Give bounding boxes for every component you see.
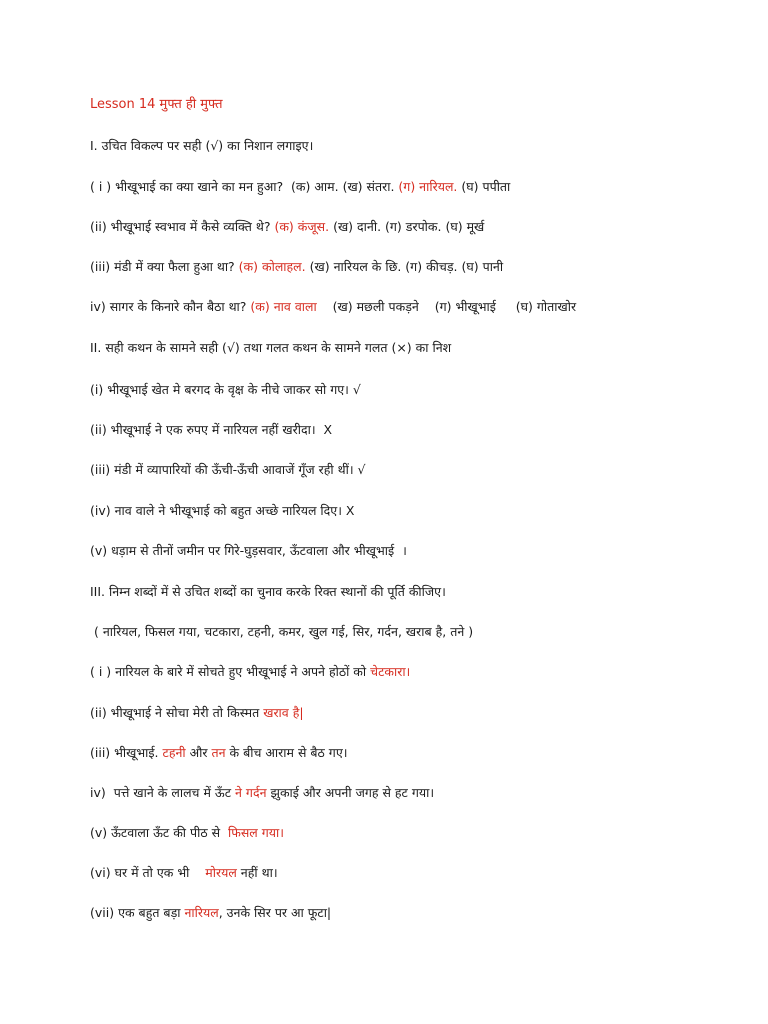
text-segment: (ii) भीखूभाई ने सोचा मेरी तो किस्मत [90,705,264,720]
answer-highlight: टहनी [162,745,186,760]
section-3-heading [90,583,750,601]
q3-item-5 [90,824,750,842]
q3-item-2 [90,704,750,722]
section-2-heading [90,339,750,357]
text-segment: (vi) घर में तो एक भी [90,865,206,880]
answer-highlight: (ग) नारियल. [398,179,458,194]
text-segment: (ख) नारियल के छि. (ग) कीचड़. (घ) पानी [305,259,504,274]
text-segment: (v) ऊँटवाला ऊँट की पीठ से [90,825,228,840]
answer-highlight: (क) नाव वाला [250,299,317,314]
text-segment: (ii) भीखूभाई स्वभाव में कैसे व्यक्ति थे? [90,219,275,234]
text-segment: iv) पत्ते खाने के लालच में ऊँट [90,785,235,800]
answer-highlight: खराव है| [263,705,304,720]
text-segment: (i) भीखूभाई खेत मे बरगद के वृक्ष के नीचे जाकर सो गए। √ [90,382,361,397]
q3-item-7 [90,904,750,922]
text-segment: ( i ) नारियल के बारे में सोचते हुए भीखूभाई ने अपने होठों को [90,664,371,679]
q2-item-4 [90,502,750,520]
text-segment: झुकाई और अपनी जगह से हट गया। [266,785,435,800]
text-segment: (घ) पपीता [457,179,511,194]
text-segment: (ख) मछली पकड़ने (ग) भीखूभाई (घ) गोताखोर [316,299,577,314]
text-segment: और [185,745,212,760]
text-segment: नहीं था। [236,865,278,880]
lesson-title [90,96,750,114]
answer-highlight: नारियल [184,905,219,920]
q3-item-6 [90,864,750,882]
word-bank [90,623,750,641]
q1-item-1 [90,178,750,196]
text-segment: (iii) मंडी में क्या फैला हुआ था? [90,259,239,274]
answer-highlight: Lesson 14 मुफ्त ही मुफ्त [90,97,223,112]
q2-item-2 [90,421,750,439]
q2-item-1 [90,381,750,399]
q2-item-5 [90,542,750,560]
text-segment: के बीच आराम से बैठ गए। [225,745,348,760]
text-segment: (ii) भीखूभाई ने एक रुपए में नारियल नहीं खरीदा। X [90,422,333,437]
answer-highlight: तन [211,745,226,760]
answer-highlight: मोरयल [205,865,237,880]
q1-item-2 [90,218,750,236]
text-segment: III. निम्न शब्दों में से उचित शब्दों का चुनाव करके रिक्त स्थानों की पूर्ति कीजिए। [90,584,446,599]
text-segment: (iv) नाव वाले ने भीखूभाई को बहुत अच्छे नारियल दिए। X [90,503,355,518]
text-segment: (iii) भीखूभाई. [90,745,163,760]
text-segment: (vii) एक बहुत बड़ा [90,905,185,920]
text-segment: I. उचित विकल्प पर सही (√) का निशान लगाइए। [90,138,314,153]
text-segment: (ख) दानी. (ग) डरपोक. (घ) मूर्ख [329,219,485,234]
q3-item-4 [90,784,750,802]
q3-item-3 [90,744,750,762]
text-segment: ( i ) भीखूभाई का क्या खाने का मन हुआ? (क) आम. (ख) संतरा. [90,179,399,194]
text-segment: II. सही कथन के सामने सही (√) तथा गलत कथन के सामने गलत (×) का निश [90,340,452,355]
text-segment: iv) सागर के किनारे कौन बैठा था? [90,299,251,314]
q3-item-1 [90,663,750,681]
text-segment: (iii) मंडी में व्यापारियों की ऊँची-ऊँची आवाजें गूँज रही थीं। √ [90,462,366,477]
text-segment: , उनके सिर पर आ फूटा| [218,905,332,920]
q2-item-3 [90,461,750,479]
text-segment: ( नारियल, फिसल गया, चटकारा, टहनी, कमर, खुल गई, सिर, गर्दन, खराब है, तने ) [90,624,474,639]
answer-highlight: फिसल गया। [227,825,285,840]
answer-highlight: (क) कोलाहल. [238,259,306,274]
q1-item-4 [90,298,750,316]
answer-highlight: (क) कंजूस. [274,219,330,234]
q1-item-3 [90,258,750,276]
answer-highlight: ने गर्दन [235,785,267,800]
section-1-heading [90,137,750,155]
text-segment: (v) धड़ाम से तीनों जमीन पर गिरे-घुड़सवार, ऊँटवाला और भीखूभाई । [90,543,407,558]
answer-highlight: चेटकारा। [370,664,411,679]
